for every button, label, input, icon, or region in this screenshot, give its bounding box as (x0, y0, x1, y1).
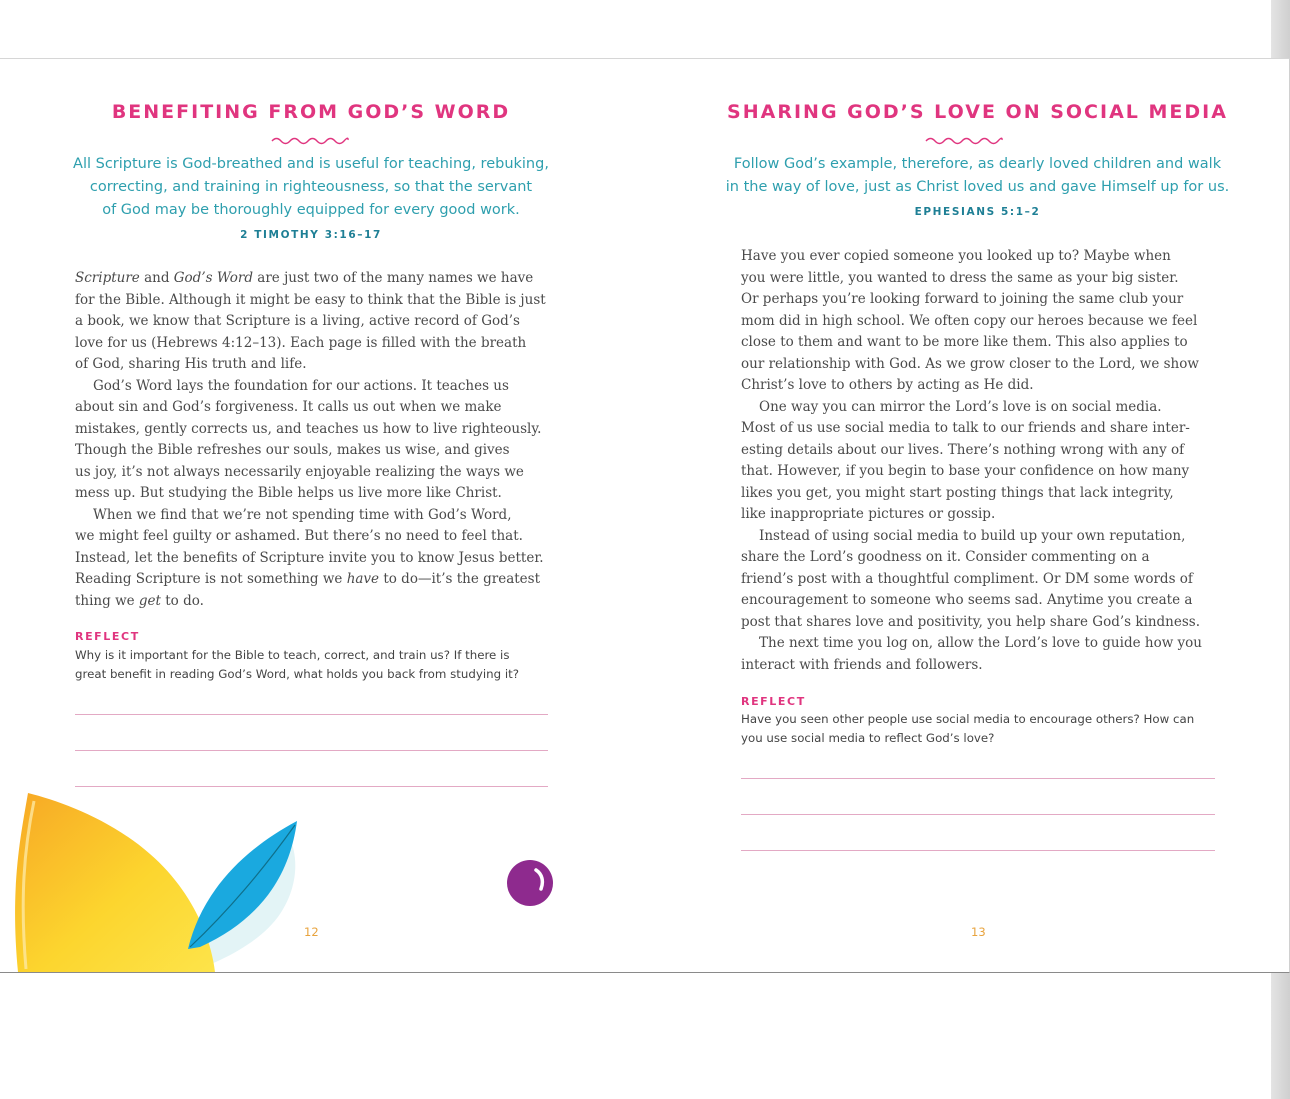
yellow-leaf-icon (15, 793, 215, 972)
reflect-line: Why is it important for the Bible to teach, correct, and train us? If there is (75, 648, 510, 662)
verse-line: in the way of love, just as Christ loved us and gave Himself up for us. (725, 179, 1230, 195)
verse-line: All Scripture is God-breathed and is useful for teaching, rebuking, (73, 156, 549, 172)
body-line: Instead of using social media to build up your own reputation, (759, 527, 1186, 544)
left-verse-reference: 2 TIMOTHY 3:16–17 (240, 229, 382, 241)
reflect-line: you use social media to reflect God’s love? (741, 730, 995, 745)
body-line: of God, sharing His truth and life. (75, 356, 307, 372)
left-body-text (75, 268, 565, 612)
body-line: Instead, let the benefits of Scripture invite you to know Jesus better. (75, 549, 544, 566)
page-number-right: 13 (971, 925, 986, 939)
body-line: esting details about our lives. There’s nothing wrong with any of (741, 441, 1185, 458)
body-line (75, 569, 565, 591)
page-number-left: 12 (304, 925, 319, 939)
body-line: mess up. But studying the Bible helps us live more like Christ. (75, 485, 502, 501)
right-answer-line-3[interactable] (741, 850, 1215, 851)
body-line: you were little, you wanted to dress the same as your big sister. (741, 269, 1179, 286)
verse-line: of God may be thoroughly equipped for every good work. (102, 202, 520, 218)
body-line: for the Bible. Although it might be easy to think that the Bible is just (75, 291, 546, 308)
text-run: thing we (75, 592, 139, 609)
right-reflect-question (741, 710, 1194, 747)
left-answer-line-2[interactable] (75, 750, 548, 751)
body-line: share the Lord’s goodness on it. Consider commenting on a (741, 549, 1150, 565)
left-reflect-label: REFLECT (75, 630, 140, 643)
body-line: When we find that we’re not spending time with God’s Word, (93, 506, 512, 523)
body-line: Christ’s love to others by acting as He did. (741, 377, 1034, 393)
body-line: that. However, if you begin to base your confidence on how many (741, 463, 1190, 479)
right-page-title: SHARING GOD’S LOVE ON SOCIAL MEDIA (727, 101, 1228, 123)
body-line: like inappropriate pictures or gossip. (741, 506, 996, 522)
left-page-title: BENEFITING FROM GOD’S WORD (111, 101, 511, 123)
italic-text: God’s Word (173, 270, 254, 286)
squiggle-divider-icon (925, 136, 1003, 146)
leaves-illustration (0, 779, 320, 972)
left-answer-line-1[interactable] (75, 714, 548, 715)
book-spread (0, 58, 1290, 973)
left-page (0, 59, 622, 972)
body-line: Most of us use social media to talk to our friends and share inter- (741, 420, 1190, 436)
body-line: us joy, it’s not always necessarily enjoyable realizing the ways we (75, 463, 524, 480)
italic-text: Scripture (75, 270, 140, 286)
body-line: friend’s post with a thoughtful compliment. Or DM some words of (741, 570, 1193, 587)
body-line: we might feel guilty or ashamed. But there’s no need to feel that. (75, 528, 523, 544)
text-run: and (139, 270, 174, 286)
verse-line: correcting, and training in righteousness, so that the servant (89, 179, 533, 195)
body-line: a book, we know that Scripture is a living, active record of God’s (75, 313, 520, 329)
body-line: post that shares love and positivity, you help share God’s kindness. (741, 613, 1201, 630)
body-line: God’s Word lays the foundation for our actions. It teaches us (93, 377, 509, 394)
body-line: about sin and God’s forgiveness. It calls us out when we make (75, 399, 502, 415)
right-page (622, 59, 1289, 972)
text-run: are just two of the many names we have (253, 270, 534, 286)
reflect-line: Have you seen other people use social media to encourage others? How can (741, 712, 1195, 726)
right-verse (622, 153, 1290, 199)
body-line: interact with friends and followers. (741, 656, 983, 673)
italic-text: get (138, 592, 161, 609)
right-answer-line-2[interactable] (741, 814, 1215, 815)
body-line: One way you can mirror the Lord’s love is on social media. (759, 398, 1162, 415)
right-body-text (741, 246, 1241, 676)
body-line: love for us (Hebrews 4:12–13). Each page is filled with the breath (75, 334, 527, 351)
verse-line: Follow God’s example, therefore, as dearly loved children and walk (733, 156, 1222, 172)
body-line: close to them and want to be more like them. This also applies to (741, 334, 1188, 350)
body-line (75, 591, 565, 613)
body-line: mom did in high school. We often copy our heroes because we feel (741, 312, 1198, 329)
left-verse (0, 153, 622, 222)
body-line: Though the Bible refreshes our souls, makes us wise, and gives (75, 442, 510, 458)
body-line: The next time you log on, allow the Lord’s love to guide how you (759, 635, 1202, 651)
right-reflect-label: REFLECT (741, 695, 806, 708)
body-line: encouragement to someone who seems sad. Anytime you create a (741, 592, 1193, 608)
body-line: mistakes, gently corrects us, and teaches us how to live righteously. (75, 420, 542, 437)
right-answer-line-1[interactable] (741, 778, 1215, 779)
left-reflect-question (75, 646, 519, 683)
body-line: Or perhaps you’re looking forward to joining the same club your (741, 291, 1184, 307)
right-verse-reference: EPHESIANS 5:1–2 (914, 206, 1041, 218)
reflect-line: great benefit in reading God’s Word, what holds you back from studying it? (75, 666, 519, 681)
body-line (75, 268, 565, 290)
text-run: to do. (160, 592, 204, 609)
body-line: Have you ever copied someone you looked up to? Maybe when (741, 248, 1171, 264)
body-line: our relationship with God. As we grow closer to the Lord, we show (741, 355, 1199, 372)
purple-dot-icon (506, 859, 554, 907)
italic-text: have (346, 571, 380, 587)
text-run: to do—it’s the greatest (379, 571, 541, 587)
text-run: Reading Scripture is not something we (75, 571, 347, 587)
squiggle-divider-icon (271, 136, 349, 146)
body-line: likes you get, you might start posting things that lack integrity, (741, 484, 1174, 501)
